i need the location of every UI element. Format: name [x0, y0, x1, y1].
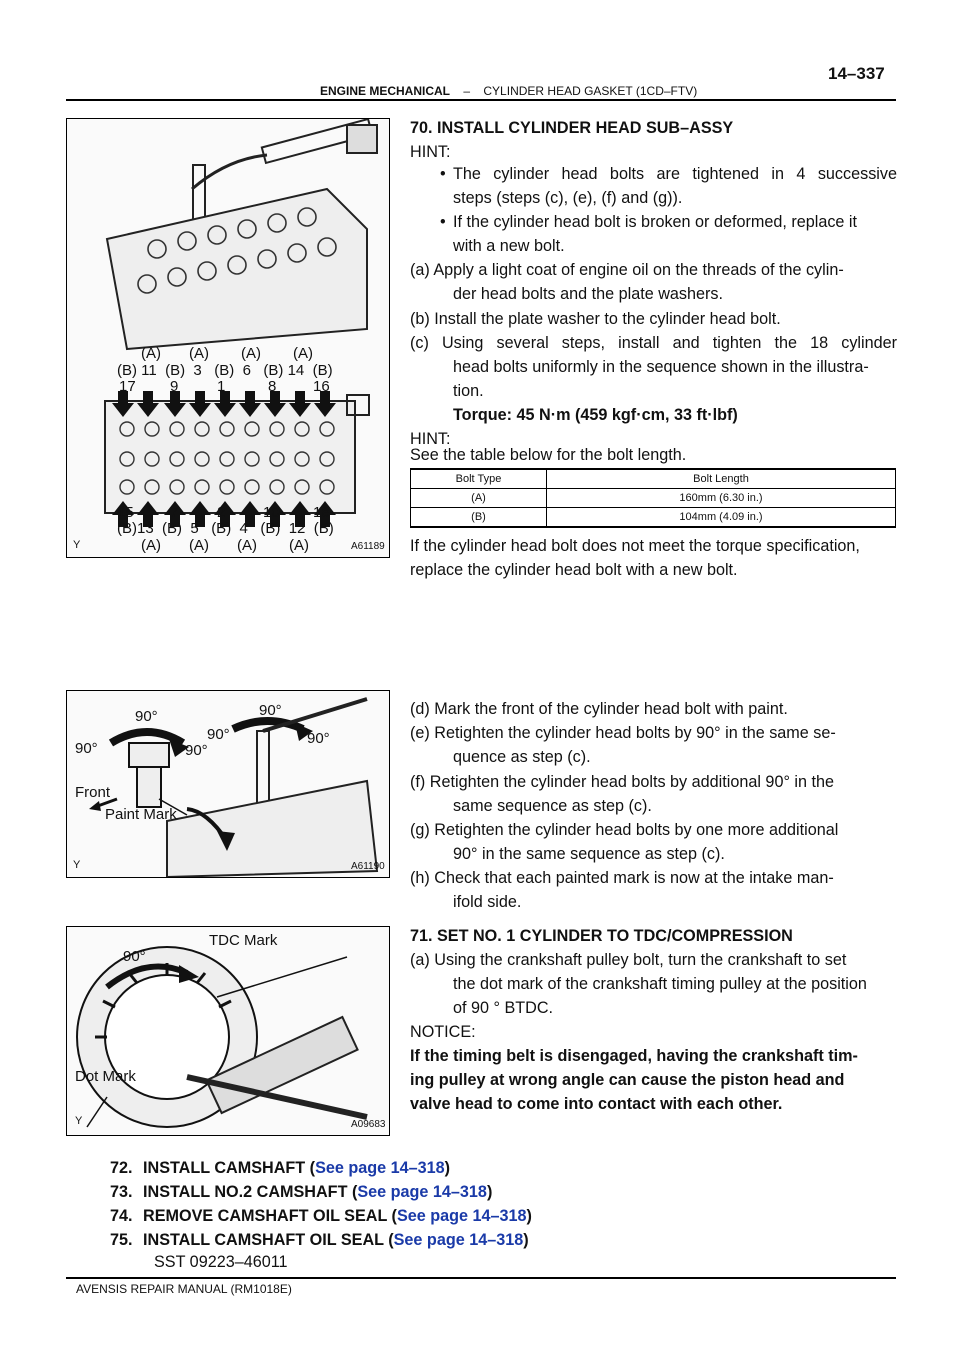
figure-tdc: [66, 926, 390, 1136]
bullet-dot: •: [440, 213, 446, 231]
bolt-num-10: 10: [263, 504, 280, 521]
bolt-num-18: 18: [313, 504, 330, 521]
step-g-line2: 90° in the same sequence as step (c).: [453, 845, 725, 863]
step-close: ): [526, 1207, 532, 1225]
angle-label-2: 90°: [75, 740, 98, 757]
step-70-title: 70. INSTALL CYLINDER HEAD SUB–ASSY: [410, 119, 734, 137]
step-text: INSTALL CAMSHAFT OIL SEAL (: [143, 1231, 394, 1249]
front-label: Front: [75, 784, 111, 801]
step-g-line1: (g) Retighten the cylinder head bolts by one more additional: [410, 821, 839, 839]
bolt-num-9: 9: [170, 378, 179, 395]
step-73: [110, 1180, 492, 1205]
label-a-bot-2: (A): [189, 537, 209, 554]
angle-label-1: 90°: [135, 708, 158, 725]
step-e-line1: (e) Retighten the cylinder head bolts by 90° in the same se-: [410, 724, 836, 742]
hint-bullet-2b: with a new bolt.: [453, 237, 565, 255]
table-header: Bolt Length: [547, 469, 896, 489]
step-a-line1: (a) Apply a light coat of engine oil on the threads of the cylin-: [410, 261, 844, 279]
section-header: [320, 84, 697, 98]
label-b-bottom-row: (B)13 (B) 5 (B) 4 (B) 12 (B): [117, 520, 334, 537]
label-a-bot-1: (A): [141, 537, 161, 554]
bullet-dot: •: [440, 165, 446, 183]
figure-retighten: [66, 690, 390, 878]
figure-code: A61189: [351, 541, 385, 552]
section-dash: –: [463, 84, 471, 98]
section-title: ENGINE MECHANICAL: [320, 84, 451, 98]
torque-spec: Torque: 45 N·m (459 kgf·cm, 33 ft·lbf): [453, 406, 738, 424]
step-75: [110, 1228, 529, 1253]
bolt-length-table: [410, 468, 896, 528]
paint-mark-label: Paint Mark: [105, 806, 177, 823]
see-page-link[interactable]: See page 14–318: [396, 1207, 527, 1225]
notice-line2: ing pulley at wrong angle can cause the piston head and: [410, 1071, 845, 1089]
step-b: (b) Install the plate washer to the cylinder head bolt.: [410, 310, 781, 328]
hint-bullet-2a: If the cylinder head bolt is broken or deformed, replace it: [453, 213, 858, 231]
table-cell: (A): [411, 489, 547, 508]
table-row: [411, 508, 896, 528]
bolt-num-1: 1: [217, 378, 226, 395]
step-text: INSTALL NO.2 CAMSHAFT (: [143, 1183, 358, 1201]
tdc-mark-label: TDC Mark: [209, 932, 278, 949]
step-h-line2: ifold side.: [453, 893, 522, 911]
step-71a-line3: of 90 ° BTDC.: [453, 999, 554, 1017]
angle-label-4: 90°: [207, 726, 230, 743]
angle-label-3: 90°: [185, 742, 208, 759]
table-header: Bolt Type: [411, 469, 547, 489]
step-text: INSTALL CAMSHAFT (: [143, 1159, 316, 1177]
figure-y-marker: Y: [75, 1115, 83, 1127]
hint-label-2: HINT:: [410, 430, 451, 448]
bolt-num-7: 7: [170, 504, 179, 521]
figure-code: A09683: [351, 1119, 386, 1130]
step-c-line3: tion.: [453, 382, 484, 400]
label-a-bot-4: (A): [289, 537, 309, 554]
subsection-title: CYLINDER HEAD GASKET (1CD–FTV): [483, 84, 698, 98]
hint-bullet-1a: The cylinder head bolts are tightened in 4 successive: [453, 165, 897, 183]
angle-label: 90°: [123, 948, 146, 965]
step-a-line2: der head bolts and the plate washers.: [453, 285, 723, 303]
crankshaft-illustration: [67, 927, 389, 1135]
dot-mark-label: Dot Mark: [75, 1068, 136, 1085]
table-header-row: [411, 469, 896, 489]
notice-line3: valve head to come into contact with each other.: [410, 1095, 783, 1113]
notice-label: NOTICE:: [410, 1023, 476, 1041]
hint-bullet-1b: steps (steps (c), (e), (f) and (g)).: [453, 189, 683, 207]
label-a-top-3: (A): [241, 345, 261, 362]
step-f-line1: (f) Retighten the cylinder head bolts by additional 90° in the: [410, 773, 835, 791]
label-a-bot-3: (A): [237, 537, 257, 554]
step-74: [110, 1204, 532, 1229]
table-row: [411, 489, 896, 508]
label-a-top-1: (A): [141, 345, 161, 362]
sst-number: SST 09223–46011: [154, 1253, 288, 1271]
step-text: REMOVE CAMSHAFT OIL SEAL (: [143, 1207, 397, 1225]
step-number: 74.: [110, 1207, 133, 1225]
step-number: 73.: [110, 1183, 133, 1201]
step-close: ): [444, 1159, 451, 1177]
bolt-num-17: 17: [119, 378, 136, 395]
label-a-top-4: (A): [293, 345, 313, 362]
see-page-link[interactable]: See page 14–318: [315, 1159, 445, 1177]
label-b-top-row: (B) 11 (B) 3 (B) 6 (B) 14 (B): [117, 362, 333, 379]
bolt-num-8: 8: [268, 378, 277, 395]
table-cell: (B): [411, 508, 547, 528]
step-h-line1: (h) Check that each painted mark is now at the intake man-: [410, 869, 834, 887]
figure-y-marker: Y: [73, 859, 81, 871]
angle-label-5: 90°: [259, 702, 282, 719]
torque-note-line1: If the cylinder head bolt does not meet the torque specification,: [410, 537, 860, 555]
notice-line1: If the timing belt is disengaged, having the crankshaft tim-: [410, 1047, 858, 1065]
see-page-link[interactable]: See page 14–318: [357, 1183, 487, 1201]
figure-code: A61190: [351, 861, 385, 872]
step-71-title: 71. SET NO. 1 CYLINDER TO TDC/COMPRESSION: [410, 927, 793, 945]
bolt-num-15: 15: [117, 504, 134, 521]
retighten-illustration: [67, 691, 389, 877]
footer-rule: [66, 1277, 896, 1279]
step-71a-line2: the dot mark of the crankshaft timing pulley at the position: [453, 975, 867, 993]
bolt-num-2: 2: [217, 504, 226, 521]
angle-label-6: 90°: [307, 730, 330, 747]
table-cell: 160mm (6.30 in.): [547, 489, 896, 508]
torque-note-line2: replace the cylinder head bolt with a new bolt.: [410, 561, 738, 579]
step-number: 72.: [110, 1159, 133, 1177]
footer-manual-id: AVENSIS REPAIR MANUAL (RM1018E): [76, 1282, 292, 1296]
figure-bolt-sequence: [66, 118, 390, 558]
step-f-line2: same sequence as step (c).: [453, 797, 652, 815]
label-a-top-2: (A): [189, 345, 209, 362]
hint-label: HINT:: [410, 143, 451, 161]
page-number: 14–337: [828, 64, 885, 83]
cylinder-head-illustration: [67, 119, 389, 557]
step-c-line2: head bolts uniformly in the sequence shown in the illustra-: [453, 358, 869, 376]
table-cell: 104mm (4.09 in.): [547, 508, 896, 528]
step-72: [110, 1156, 450, 1181]
step-close: ): [523, 1231, 529, 1249]
step-close: ): [486, 1183, 493, 1201]
step-c-line1: (c) Using several steps, install and tighten the 18 cylinder: [410, 334, 897, 352]
header-rule: [66, 99, 896, 101]
step-d: (d) Mark the front of the cylinder head bolt with paint.: [410, 700, 788, 718]
table-intro: See the table below for the bolt length.: [410, 446, 687, 464]
step-number: 75.: [110, 1231, 133, 1249]
figure-y-marker: Y: [73, 539, 81, 551]
step-71a-line1: (a) Using the crankshaft pulley bolt, turn the crankshaft to set: [410, 951, 847, 969]
step-e-line2: quence as step (c).: [453, 748, 591, 766]
see-page-link[interactable]: See page 14–318: [393, 1231, 524, 1249]
bolt-num-16: 16: [313, 378, 330, 395]
